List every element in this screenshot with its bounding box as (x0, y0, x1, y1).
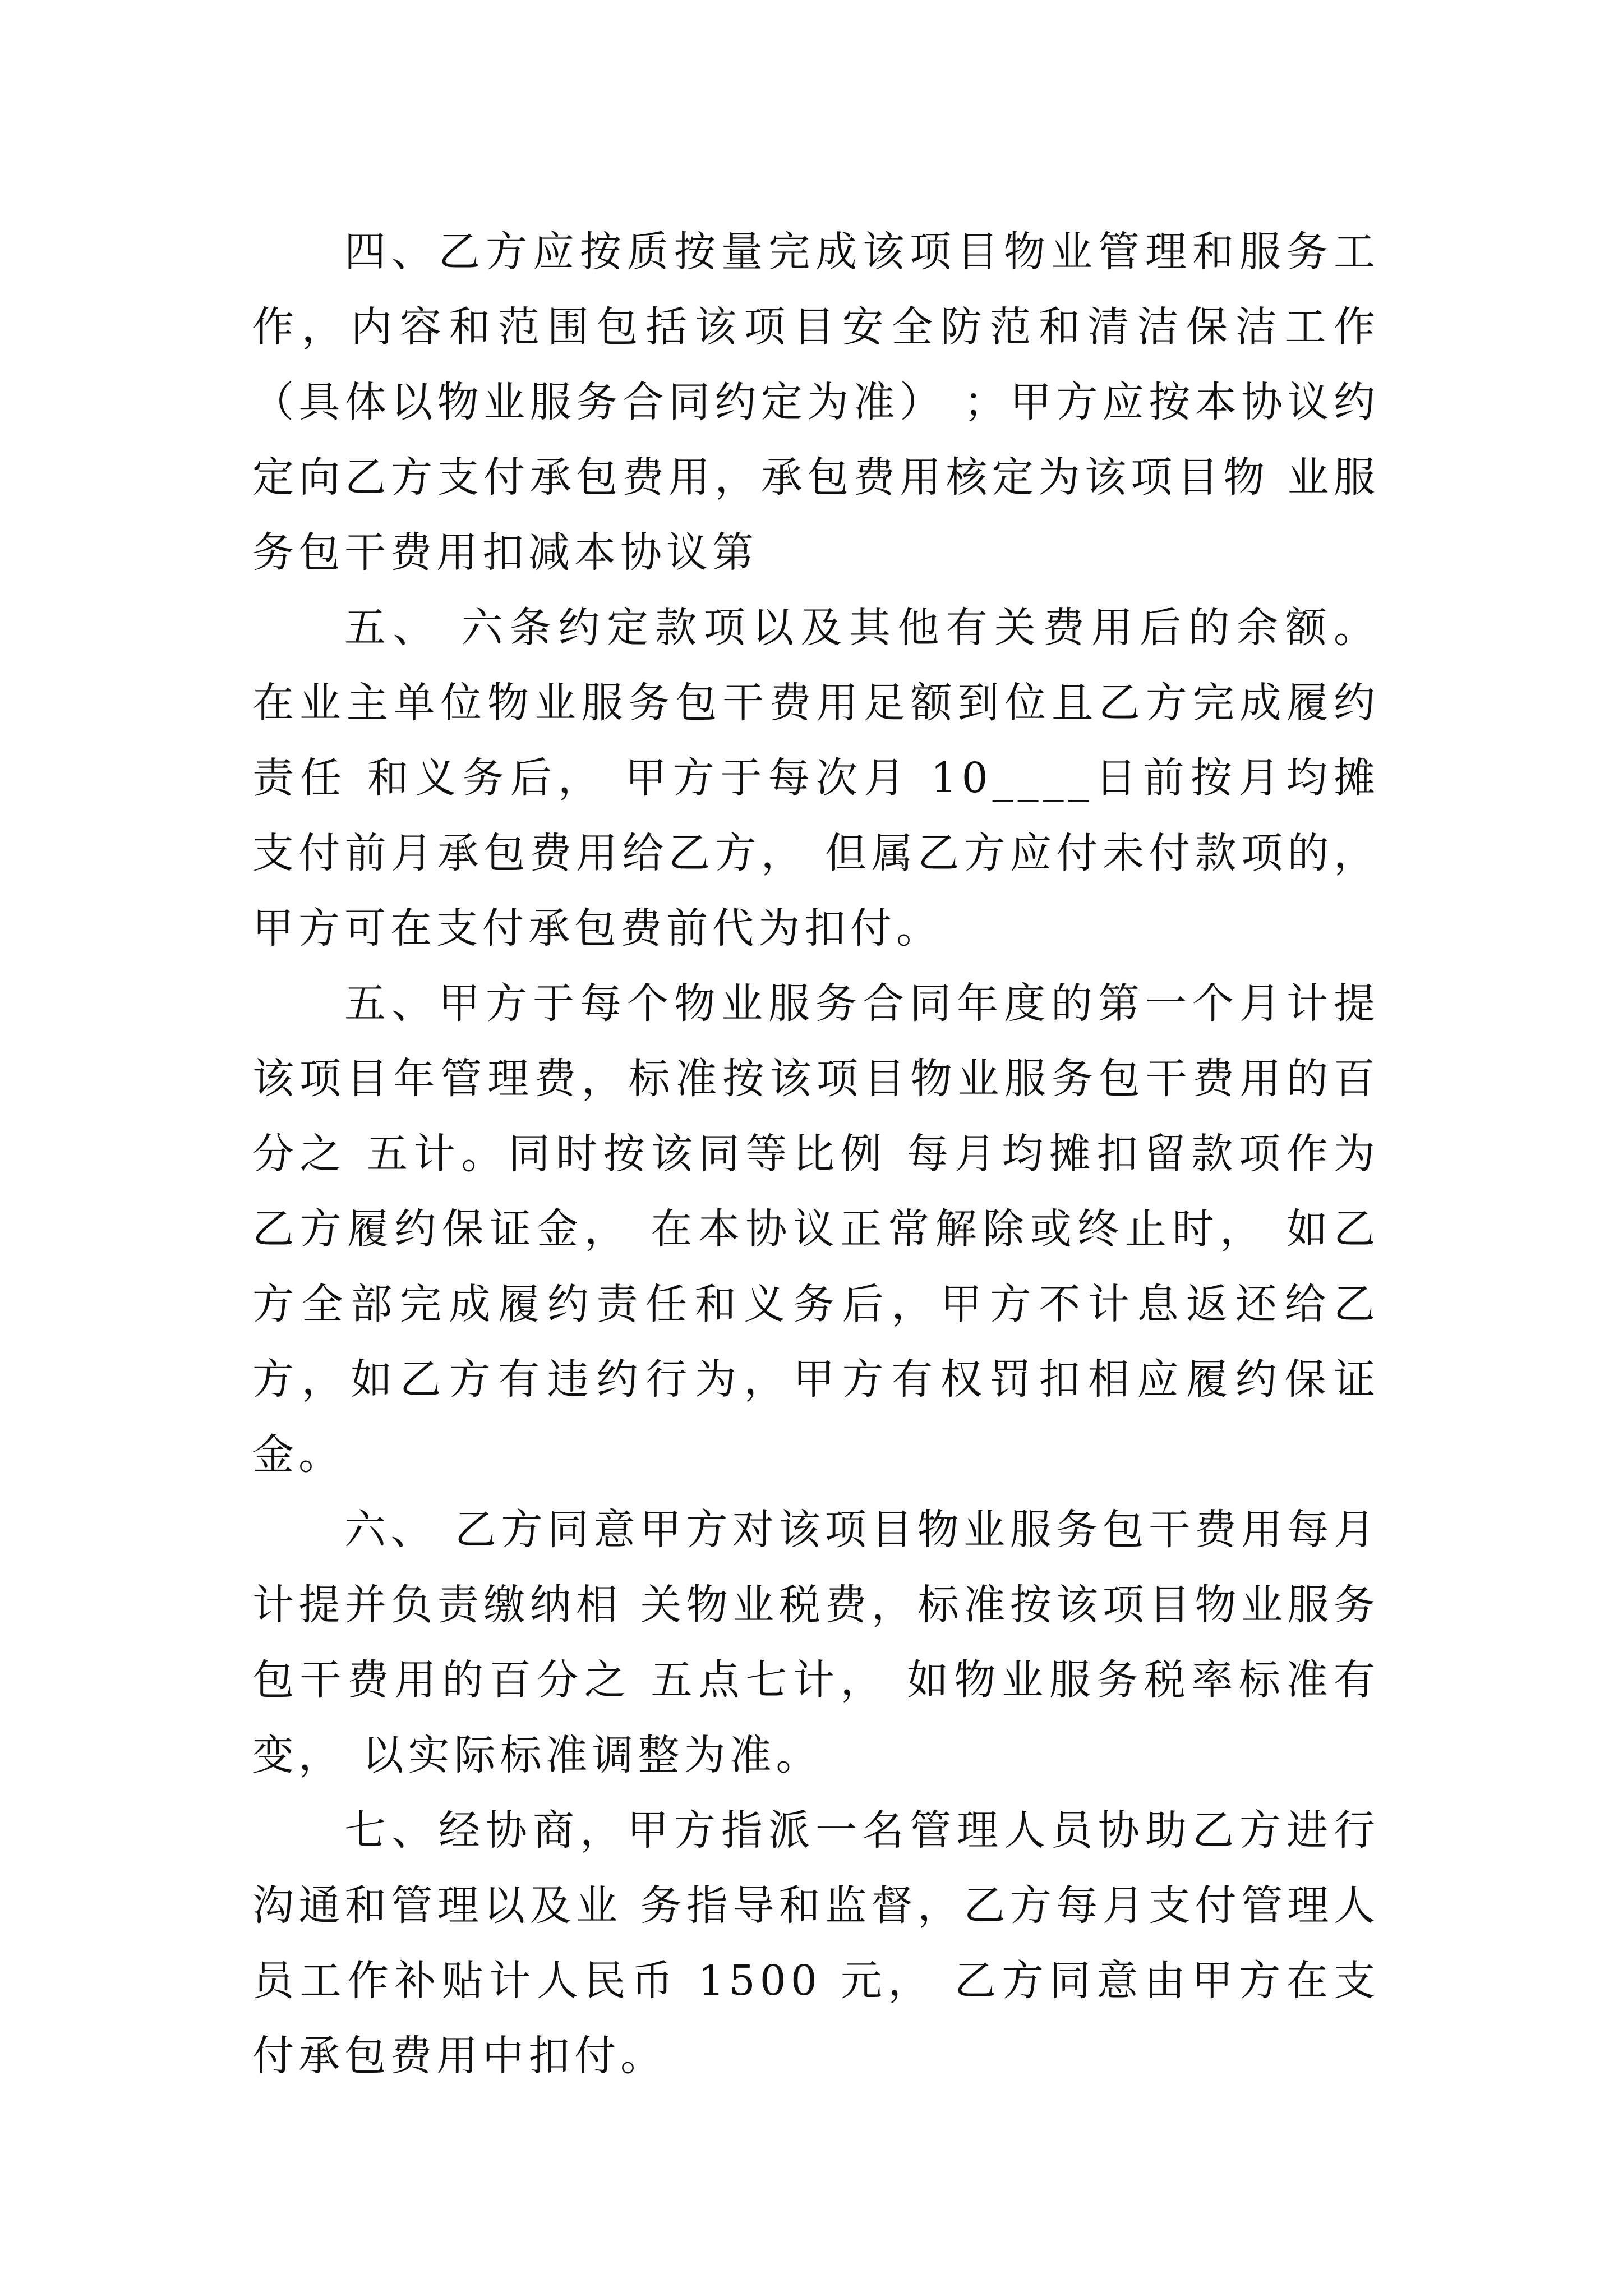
clause-6-tax-paragraph: 六、 乙方同意甲方对该项目物业服务包干费用每月计提并负责缴纳相 关物业税费，标准按该项目物业服务包干费用的百分之 五点七计， 如物业服务税率标准有变， 以实际标准调整为准。 (252, 1506, 1380, 1779)
clause-4-paragraph: 四、乙方应按质按量完成该项目物业管理和服务工作，内容和范围包括该项目安全防范和清洁保洁工作 （具体以物业服务合同约定为准） ；甲方应按本协议约定向乙方支付承包费用，承包费用核定为该项目物 业服务包干费用扣减本协议第 (252, 228, 1380, 577)
clause-7-supervision-paragraph: 七、经协商，甲方指派一名管理人员协助乙方进行沟通和管理以及业 务指导和监督，乙方每月支付管理人员工作补贴计人民币 1500 元， 乙方同意由甲方在支付承包费用中扣付。 (252, 1806, 1380, 2080)
clause-5-fee-paragraph: 五、 六条约定款项以及其他有关费用后的余额。 在业主单位物业服务包干费用足额到位且乙方完成履约责任 和义务后， 甲方于每次月 10____日前按月均摊支付前月承包费用给乙方， 但属乙方应付未付款项的，甲方可在支付承包费前代为扣付。 (252, 604, 1380, 953)
document-body (252, 214, 1380, 2093)
clause-5-management-fee-paragraph: 五、甲方于每个物业服务合同年度的第一个月计提该项目年管理费，标准按该项目物业服务包干费用的百分之 五计。同时按该同等比例 每月均摊扣留款项作为乙方履约保证金， 在本协议正常解除或终止时， 如乙方全部完成履约责任和义务后，甲方不计息返还给乙方，如乙方有违约行为，甲方有权罚扣相应履约保证金。 (252, 979, 1380, 1479)
